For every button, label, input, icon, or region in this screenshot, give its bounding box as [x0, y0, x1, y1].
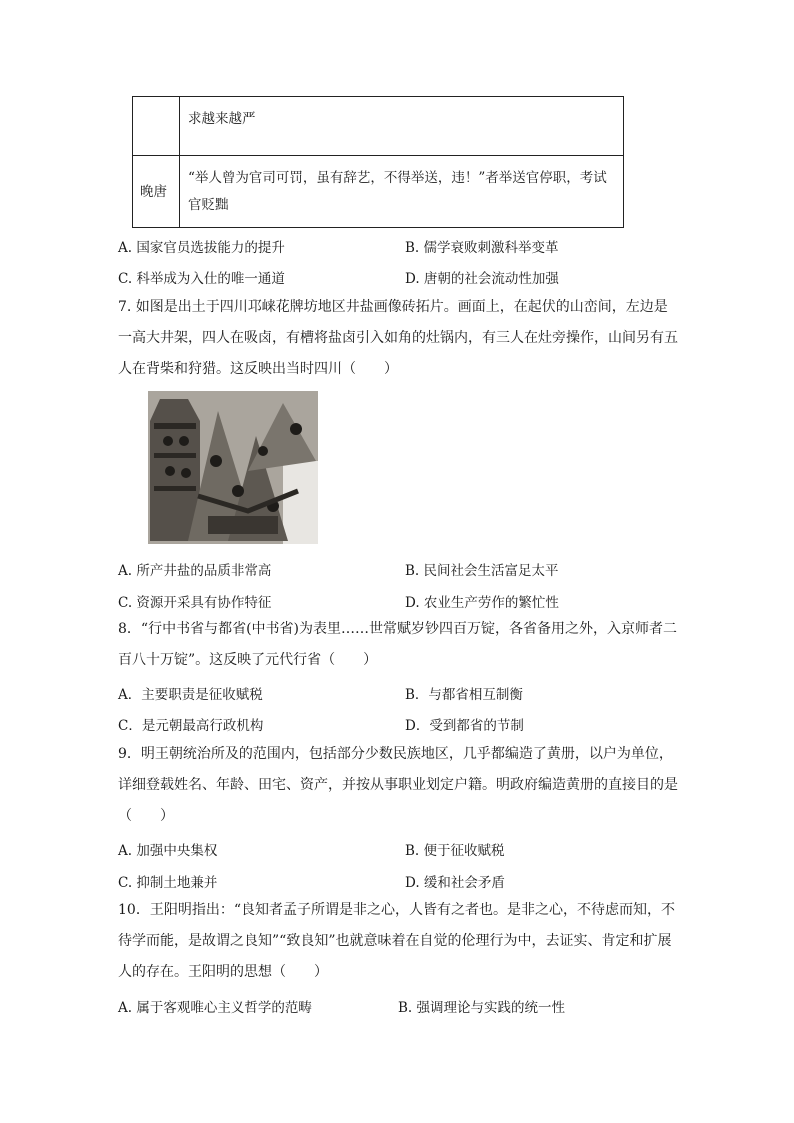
table-cell-text: “举人曾为官司可罚，虽有辞艺，不得举送，违！”者举送官停职，考试官贬黜: [188, 170, 607, 213]
salt-well-rubbing-image: [148, 391, 318, 544]
q9-option-d: D. 缓和社会矛盾: [405, 875, 505, 891]
rubbing-illustration: [148, 391, 318, 544]
q9-stem: 9．明王朝统治所及的范围内，包括部分少数民族地区，几乎都编造了黄册，以户为单位，详细登载姓名、年龄、田宅、资产，并按从事职业划定户籍。明政府编造黄册的直接目的是（ ）: [118, 746, 678, 824]
exam-table: [132, 96, 624, 228]
q8-stem: 8．“行中书省与都省(中书省)为表里……世常赋岁钞四百万锭，各省备用之外，入京师者二百八十万锭”。这反映了元代行省（ ）: [118, 621, 677, 668]
q8-option-d: D．受到都省的节制: [405, 718, 524, 734]
q9-option-b: B. 便于征收赋税: [405, 843, 505, 859]
q6-option-c: C. 科举成为入仕的唯一通道: [118, 271, 285, 287]
table-cell-text: 求越来越严: [188, 111, 256, 127]
table-row: [133, 156, 623, 227]
q10-option-a: A. 属于客观唯心主义哲学的范畴: [118, 1000, 312, 1016]
table-era-cell: [133, 156, 180, 227]
q7-option-b: B. 民间社会生活富足太平: [405, 563, 559, 579]
q6-option-a: A. 国家官员选拔能力的提升: [118, 240, 285, 256]
q8-option-b: B．与都省相互制衡: [405, 687, 523, 703]
q7-stem: 7. 如图是出土于四川邛崃花牌坊地区井盐画像砖拓片。画面上，在起伏的山峦间，左边是一高大井架，四人在吸卤，有槽将盐卤引入如角的灶锅内，有三人在灶旁操作，山间另有五人在背柴和狩猎。这反映出当时四川（ ）: [118, 299, 678, 377]
table-era-cell: [133, 97, 180, 155]
q8-option-a: A．主要职责是征收赋税: [118, 687, 263, 703]
q10-stem: 10．王阳明指出：“良知者孟子所谓是非之心，人皆有之者也。是非之心，不待虑而知，不待学而能，是故谓之良知”“致良知”也就意味着在自觉的伦理行为中，去证实、肯定和扩展人的存在。王阳明的思想（ ）: [118, 902, 675, 980]
q9-option-a: A. 加强中央集权: [118, 843, 218, 859]
q7-option-c: C. 资源开采具有协作特征: [118, 595, 272, 611]
q6-option-b: B. 儒学衰败刺激科举变革: [405, 240, 559, 256]
table-content-cell: [180, 97, 623, 155]
q7-option-d: D. 农业生产劳作的繁忙性: [405, 595, 559, 611]
era-label: 晚唐: [140, 184, 167, 200]
table-row: [133, 97, 623, 156]
q8-option-c: C．是元朝最高行政机构: [118, 718, 264, 734]
table-content-cell: [180, 156, 623, 227]
q9-option-c: C. 抑制土地兼并: [118, 875, 218, 891]
q7-option-a: A. 所产井盐的品质非常高: [118, 563, 272, 579]
q6-option-d: D. 唐朝的社会流动性加强: [405, 271, 559, 287]
q10-option-b: B. 强调理论与实践的统一性: [398, 1000, 566, 1016]
